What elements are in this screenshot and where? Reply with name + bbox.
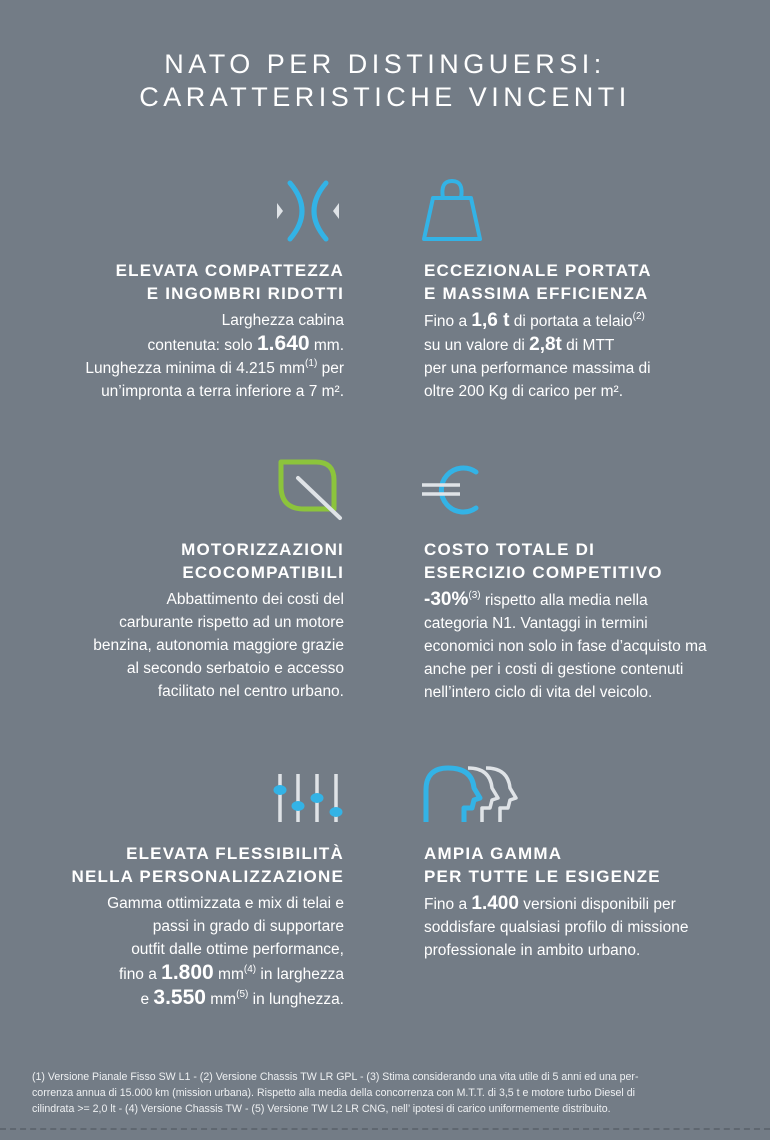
- page-title: [0, 48, 770, 114]
- compact-width-icon: [270, 180, 346, 242]
- bottom-divider: [0, 1128, 770, 1130]
- width-value: 1.800: [161, 961, 214, 984]
- feature-flexibility-heading: ELEVATA FLESSIBILITÀ NELLA PERSONALIZZAZIONE: [71, 844, 344, 886]
- feature-compactness-text: Larghezza cabina contenuta: solo 1.640 mm. Lunghezza minima di 4.215 $mm^{(1)}$ per un’impronta a terra inferiore a 7 m².: [85, 312, 344, 400]
- versions-value: 1.400: [471, 893, 519, 914]
- feature-flexibility: [71, 842, 344, 1011]
- euro-icon: [420, 460, 484, 520]
- feature-payload: [424, 259, 652, 403]
- people-profiles-icon: [420, 762, 524, 826]
- feature-range-heading: AMPIA GAMMA PER TUTTE LE ESIGENZE: [424, 844, 661, 886]
- feature-flexibility-text: Gamma ottimizzata e mix di telai e passi in grado di supportare outfit dalle ottime performance, fino a 1.800 $mm^{(4)}$ in larghezza e 3.550 $mm^{(5)}$ in lunghezza.: [107, 895, 344, 1009]
- feature-cost-heading: COSTO TOTALE DI ESERCIZIO COMPETITIVO: [424, 540, 663, 582]
- feature-compactness: [85, 259, 344, 403]
- title-line-2: CARATTERISTICHE VINCENTI: [139, 82, 631, 112]
- feature-payload-heading: ECCEZIONALE PORTATA E MASSIMA EFFICIENZA: [424, 261, 652, 303]
- title-line-1: NATO PER DISTINGUERSI:: [164, 49, 606, 79]
- sliders-icon: [270, 770, 346, 826]
- cabin-width-value: 1.640: [257, 332, 310, 355]
- feature-eco-heading: MOTORIZZAZIONI ECOCOMPATIBILI: [181, 540, 344, 582]
- feature-wide-range: [424, 842, 689, 962]
- feature-total-cost: [424, 538, 707, 704]
- footnote: (1) Versione Pianale Fisso SW L1 - (2) Versione Chassis TW LR GPL - (3) Stima considerando una vita utile di 5 anni ed una per- correnza annua di 15.000 km (mission urbana). Rispetto alla media della concorrenza con M.T.T. di 3,5 t e motore turbo Diesel di cilindrata >= 2,0 lt - (4) Versione Chassis TW - (5) Versione TW L2 LR CNG, nell’ ipotesi di carico uniformemente distribuito.: [32, 1071, 639, 1115]
- length-value: 3.550: [153, 986, 206, 1009]
- payload-value: 1,6 t: [471, 310, 510, 331]
- feature-cost-text: -30%$^{(3)}$ rispetto alla media nella categoria N1. Vantaggi in termini economici non solo in fase d’acquisto ma anche per i costi di gestione contenuti nell’intero ciclo di vita del veicolo.: [424, 589, 707, 701]
- leaf-icon: [276, 456, 344, 522]
- feature-eco-engines: [93, 538, 344, 703]
- feature-eco-text: Abbattimento dei costi del carburante rispetto ad un motore benzina, autonomia maggiore grazie al secondo serbatoio e accesso facilitato nel centro urbano.: [93, 591, 344, 700]
- weight-icon: [420, 177, 484, 243]
- feature-range-text: Fino a 1.400 versioni disponibili per soddisfare qualsiasi profilo di missione professionale in ambito urbano.: [424, 893, 689, 959]
- cost-saving-value: -30%: [424, 589, 469, 610]
- feature-payload-text: Fino a 1,6 t di portata a telaio$^{(2)}$ su un valore di 2,8t di MTT per una performance massima di oltre 200 Kg di carico per m².: [424, 310, 651, 400]
- mtt-value: 2,8t: [529, 334, 562, 355]
- feature-compactness-heading: ELEVATA COMPATTEZZA E INGOMBRI RIDOTTI: [115, 261, 344, 303]
